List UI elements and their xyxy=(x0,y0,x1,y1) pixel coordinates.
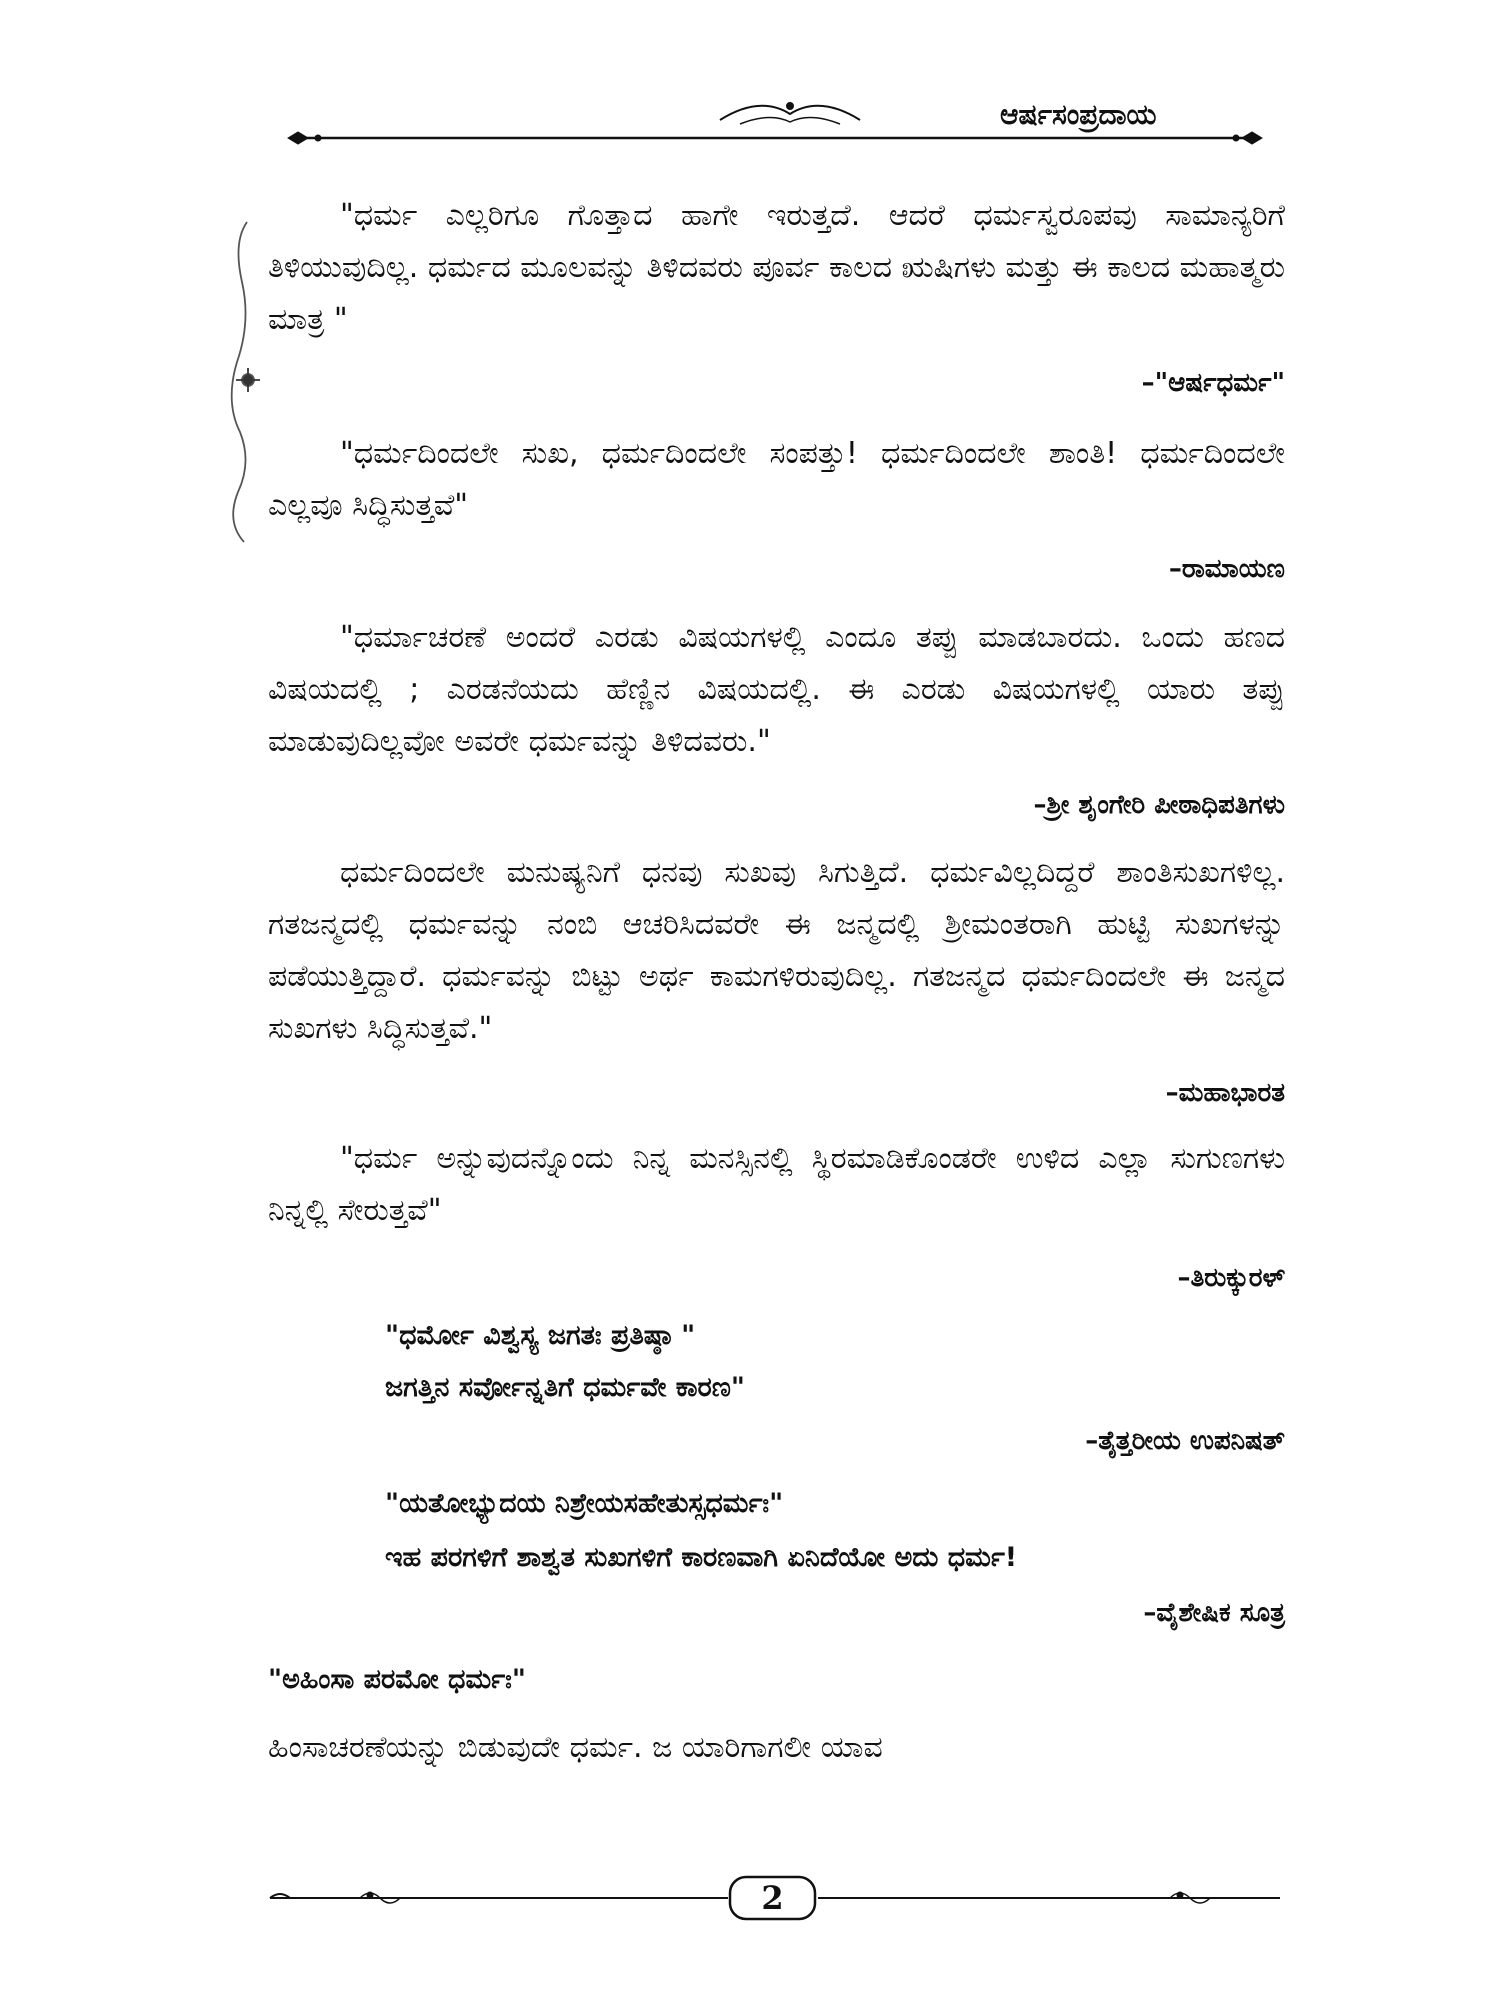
attribution-3: –ಶ್ರೀ ಶೃಂಗೇರಿ ಪೀಠಾಧಿಪತಿಗಳು xyxy=(1033,790,1285,820)
margin-bracket-ornament xyxy=(232,222,260,542)
attribution-1: –"ಆರ್ಷಧರ್ಮ" xyxy=(1141,368,1285,398)
quote-paragraph-4: ಧರ್ಮದಿಂದಲೇ ಮನುಷ್ಯನಿಗೆ ಧನವು ಸುಖವು ಸಿಗುತ್ತಿದೆ. ಧರ್ಮವಿಲ್ಲದಿದ್ದರೆ ಶಾಂತಿಸುಖಗಳಿಲ್ಲ. ಗತಜನ್ಮದಲ್ಲಿ ಧರ್ಮವನ್ನು ನಂಬಿ ಆಚರಿಸಿದವರೇ ಈ ಜನ್ಮದಲ್ಲಿ ಶ್ರೀಮಂತರಾಗಿ ಹುಟ್ಟಿ ಸುಖಗಳನ್ನು ಪಡೆಯುತ್ತಿದ್ದಾರೆ. ಧರ್ಮವನ್ನು ಬಿಟ್ಟು ಅರ್ಥ ಕಾಮಗಳಿರುವುದಿಲ್ಲ. ಗತಜನ್ಮದ ಧರ್ಮದಿಂದಲೇ ಈ ಜನ್ಮದ ಸುಖಗಳು ಸಿದ್ಧಿಸುತ್ತವೆ." xyxy=(268,855,1285,1046)
verse-line-2a: "ಯತೋಭ್ಯುದಯ ನಿಶ್ರೇಯಸಹೇತುಸ್ಸಧರ್ಮಃ" xyxy=(385,1488,784,1519)
verse-line-2b: ಇಹ ಪರಗಳಿಗೆ ಶಾಶ್ವತ ಸುಖಗಳಿಗೆ ಕಾರಣವಾಗಿ ಏನಿದೆಯೋ ಅದು ಧರ್ಮ! xyxy=(385,1542,1018,1573)
verse-line-3: "ಅಹಿಂಸಾ ಪರಮೋ ಧರ್ಮಃ" xyxy=(268,1664,526,1695)
verse-line-1b: ಜಗತ್ತಿನ ಸರ್ವೋನ್ನತಿಗೆ ಧರ್ಮವೇ ಕಾರಣ" xyxy=(385,1372,745,1403)
attribution-7: –ವೈಶೇಷಿಕ ಸೂತ್ರ xyxy=(1143,1598,1285,1628)
attribution-6: –ತೈತ್ತರೀಯ ಉಪನಿಷತ್ xyxy=(1085,1426,1285,1456)
quote-paragraph-5: "ಧರ್ಮ ಅನ್ನುವುದನ್ನೊಂದು ನಿನ್ನ ಮನಸ್ಸಿನಲ್ಲಿ ಸ್ಥಿರಮಾಡಿಕೊಂಡರೇ ಉಳಿದ ಎಲ್ಲಾ ಸುಗುಣಗಳು ನಿನ್ನಲ್ಲಿ ಸೇರುತ್ತವೆ" xyxy=(268,1141,1285,1228)
attribution-5: –ತಿರುಕ್ಕುರಳ್ xyxy=(1177,1263,1285,1293)
attribution-4: –ಮಹಾಭಾರತ xyxy=(1165,1078,1285,1108)
verse-line-1a: "ಧರ್ಮೋ ವಿಶ್ವಸ್ಯ ಜಗತಃ ಪ್ರತಿಷ್ಠಾ " xyxy=(385,1320,696,1351)
quote-paragraph-6: ಹಿಂಸಾಚರಣೆಯನ್ನು ಬಿಡುವುದೇ ಧರ್ಮ. ಜ ಯಾರಿಗಾಗಲೀ ಯಾವ xyxy=(268,1730,883,1765)
quote-paragraph-2: "ಧರ್ಮದಿಂದಲೇ ಸುಖ, ಧರ್ಮದಿಂದಲೇ ಸಂಪತ್ತು! ಧರ್ಮದಿಂದಲೇ ಶಾಂತಿ! ಧರ್ಮದಿಂದಲೇ ಎಲ್ಲವೂ ಸಿದ್ಧಿಸುತ್ತವೆ" xyxy=(268,436,1285,523)
attribution-2: –ರಾಮಾಯಣ xyxy=(1168,554,1285,584)
page-number: 2 xyxy=(761,1879,784,1917)
header-title: ಆರ್ಷಸಂಪ್ರದಾಯ xyxy=(1000,98,1157,131)
quote-paragraph-3: "ಧರ್ಮಾಚರಣೆ ಅಂದರೆ ಎರಡು ವಿಷಯಗಳಲ್ಲಿ ಎಂದೂ ತಪ್ಪು ಮಾಡಬಾರದು. ಒಂದು ಹಣದ ವಿಷಯದಲ್ಲಿ ; ಎರಡನೆಯದು ಹೆಣ್ಣಿನ ವಿಷಯದಲ್ಲಿ. ಈ ಎರಡು ವಿಷಯಗಳಲ್ಲಿ ಯಾರು ತಪ್ಪು ಮಾಡುವುದಿಲ್ಲವೋ ಅವರೇ ಧರ್ಮವನ್ನು ತಿಳಿದವರು." xyxy=(268,620,1285,759)
quote-paragraph-1: "ಧರ್ಮ ಎಲ್ಲರಿಗೂ ಗೊತ್ತಾದ ಹಾಗೇ ಇರುತ್ತದೆ. ಆದರೆ ಧರ್ಮಸ್ವರೂಪವು ಸಾಮಾನ್ಯರಿಗೆ ತಿಳಿಯುವುದಿಲ್ಲ. ಧರ್ಮದ ಮೂಲವನ್ನು ತಿಳಿದವರು ಪೂರ್ವ ಕಾಲದ ಋಷಿಗಳು ಮತ್ತು ಈ ಕಾಲದ ಮಹಾತ್ಮರು ಮಾತ್ರ " xyxy=(268,198,1285,337)
